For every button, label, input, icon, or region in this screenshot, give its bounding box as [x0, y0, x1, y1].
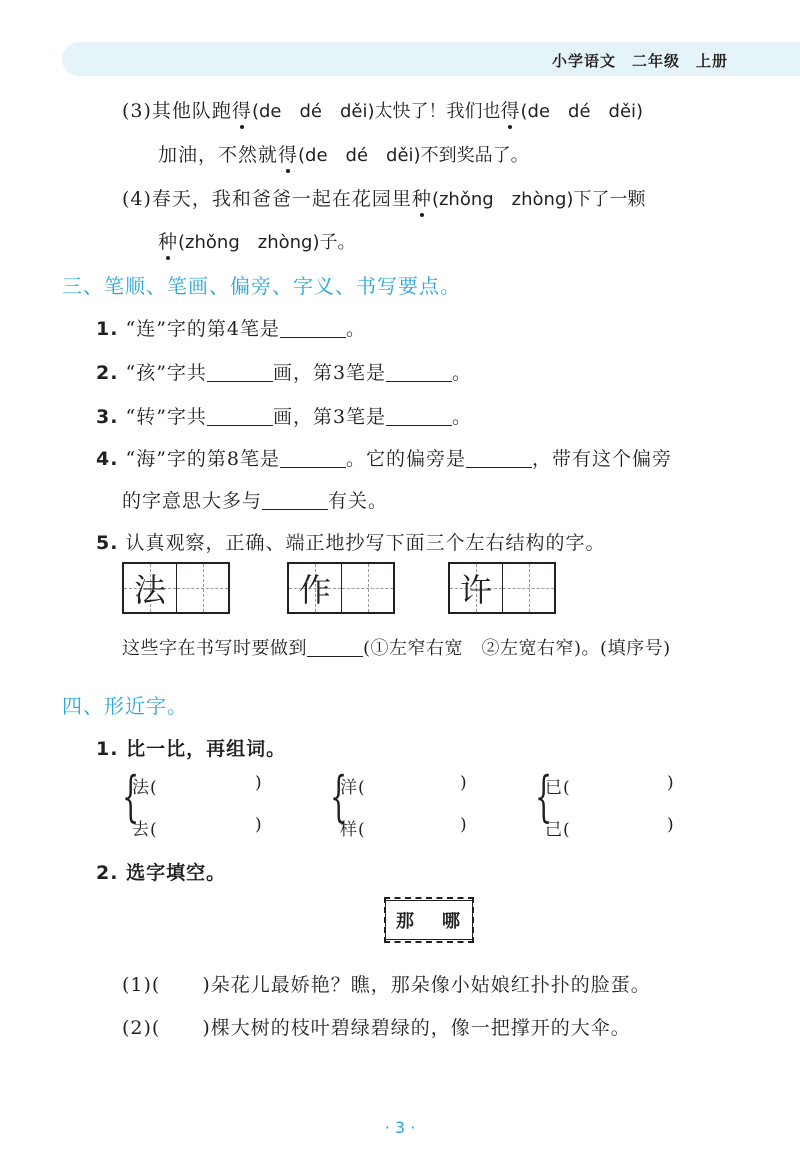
section-4-title: 四、形近字。: [62, 694, 188, 718]
answer-blank[interactable]: [280, 449, 346, 468]
compare-bottom-3: 己(: [545, 820, 571, 840]
compare-close: ): [460, 773, 468, 793]
grid-cell: [124, 564, 176, 612]
answer-blank[interactable]: [466, 449, 532, 468]
answer-blank[interactable]: [280, 319, 346, 338]
s3-item-4b: 的字意思大多与 有关。: [122, 490, 389, 512]
s4-q1: 1. 比一比，再组词。: [96, 738, 287, 760]
s3-item-2: 2. “孩”字共 画，第3笔是 。: [96, 362, 473, 384]
writing-grid: [287, 562, 395, 614]
compare-close: ): [667, 773, 675, 793]
brace-icon: {: [535, 765, 553, 828]
word-choice: 那: [396, 911, 416, 932]
dotted-char: 得: [232, 96, 252, 123]
q4-line1: (4)春天，我和爸爸一起在花园里种(zhǒng zhòng)下了一颗: [122, 184, 645, 211]
q3-line1: (3)其他队跑得(de dé děi)太快了！我们也得(de dé děi): [122, 96, 643, 123]
dotted-char: 得: [278, 140, 298, 167]
grid-cell: [450, 564, 502, 612]
writing-grid: [122, 562, 230, 614]
compare-bottom-1: 去(: [132, 820, 158, 840]
answer-blank[interactable]: [207, 363, 273, 382]
grid-cell-empty[interactable]: [176, 564, 228, 612]
s3-item-5: 5. 认真观察，正确、端正地抄写下面三个左右结构的字。: [96, 532, 606, 554]
grid-cell-empty[interactable]: [502, 564, 554, 612]
s3-item-3: 3. “转”字共 画，第3笔是 。: [96, 406, 473, 428]
section-3-title: 三、笔顺、笔画、偏旁、字义、书写要点。: [62, 274, 461, 298]
q4-line2: 种(zhǒng zhòng)子。: [158, 227, 355, 254]
fill-item-1: (1)( )朵花儿最娇艳？瞧，那朵像小姑娘红扑扑的脸蛋。: [122, 974, 651, 996]
dotted-char: 得: [500, 96, 520, 123]
answer-blank[interactable]: [386, 363, 452, 382]
word-choice-box: [384, 897, 474, 943]
dotted-char: 种: [158, 227, 178, 254]
s4-q2: 2. 选字填空。: [96, 862, 227, 884]
grid-char: 许: [459, 571, 492, 609]
answer-blank[interactable]: [207, 407, 273, 426]
dotted-char: 种: [412, 184, 432, 211]
word-choice: 哪: [442, 911, 462, 932]
writing-note: 这些字在书写时要做到 (①左窄右宽 ②左宽右窄)。(填序号): [122, 638, 671, 659]
s3-item-1: 1. “连”字的第4笔是 。: [96, 318, 367, 340]
answer-blank[interactable]: [386, 407, 452, 426]
answer-blank[interactable]: [307, 638, 363, 657]
compare-top-2: 洋(: [340, 778, 366, 798]
word-choice-inner: [385, 900, 473, 940]
fill-item-2: (2)( )棵大树的枝叶碧绿碧绿的，像一把撑开的大伞。: [122, 1017, 631, 1039]
answer-blank[interactable]: [262, 491, 328, 510]
compare-close: ): [255, 815, 263, 835]
compare-top-3: 已(: [545, 778, 571, 798]
brace-icon: {: [122, 765, 140, 828]
compare-bottom-2: 样(: [340, 820, 366, 840]
grid-cell-empty[interactable]: [341, 564, 393, 612]
s3-item-4: 4. “海”字的第8笔是 。它的偏旁是 ，带有这个偏旁: [96, 448, 673, 470]
compare-close: ): [667, 815, 675, 835]
writing-grid: [448, 562, 556, 614]
brace-icon: {: [330, 765, 348, 828]
grid-char: 法: [133, 571, 166, 609]
q3-line2: 加油，不然就得(de dé děi)不到奖品了。: [158, 140, 529, 167]
compare-close: ): [460, 815, 468, 835]
compare-top-1: 法(: [132, 778, 158, 798]
grid-char: 作: [298, 571, 331, 609]
page-number: · 3 ·: [384, 1118, 416, 1137]
header-title: 小学语文 二年级 上册: [551, 52, 728, 70]
grid-cell: [289, 564, 341, 612]
compare-close: ): [255, 773, 263, 793]
